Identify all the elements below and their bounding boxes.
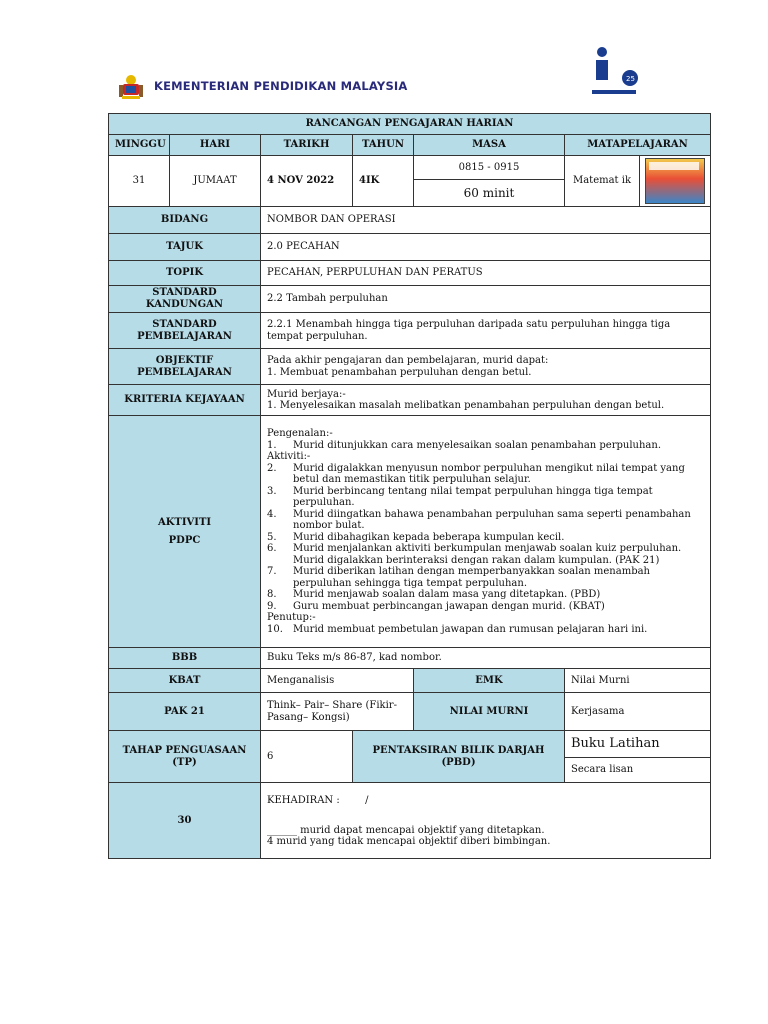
aktiviti-heading: Aktiviti:- xyxy=(267,451,311,462)
pak21-value: Think– Pair– Share (Fikir-Pasang– Kongsi) xyxy=(261,693,414,731)
obj-value: Pada akhir pengajaran dan pembelajaran, murid dapat: 1. Membuat penambahan perpuluhan dengan betul. xyxy=(261,349,711,385)
kbat-value: Menganalisis xyxy=(261,669,414,693)
pak21-label: PAK 21 xyxy=(109,693,261,731)
tajuk-label: TAJUK xyxy=(109,234,261,261)
masa-duration: 60 minit xyxy=(463,185,515,200)
masa-cell xyxy=(414,156,565,207)
list-item: 5. Murid dibahagikan kepada beberapa kumpulan kecil. xyxy=(267,531,565,543)
tajuk-value: 2.0 PECAHAN xyxy=(261,234,711,261)
pbd-cell xyxy=(565,731,711,783)
minggu-value: 31 xyxy=(109,156,170,207)
list-item: 10. Murid membuat pembetulan jawapan dan rumusan pelajaran hari ini. xyxy=(267,623,648,635)
list-item: 1. Murid ditunjukkan cara menyelesaikan soalan penambahan perpuluhan. xyxy=(267,439,662,451)
col-masa: MASA xyxy=(414,135,565,156)
emk-value: Nilai Murni xyxy=(565,669,711,693)
masa-time: 0815 - 0915 xyxy=(414,157,564,180)
topik-value: PECAHAN, PERPULUHAN DAN PERATUS xyxy=(261,261,711,286)
pbd-value-2: Secara lisan xyxy=(571,764,634,775)
bidang-value: NOMBOR DAN OPERASI xyxy=(261,207,711,234)
kbat-label: KBAT xyxy=(109,669,261,693)
bbb-label: BBB xyxy=(109,648,261,669)
col-hari: HARI xyxy=(170,135,261,156)
col-minggu: MINGGU xyxy=(109,135,170,156)
kk-label: KRITERIA KEJAYAAN xyxy=(109,385,261,416)
aktiviti-value xyxy=(261,416,711,648)
kk-value: Murid berjaya:- 1. Menyelesaikan masalah melibatkan penambahan perpuluhan dengan betul. xyxy=(261,385,711,416)
hari-value: JUMAAT xyxy=(170,156,261,207)
list-item: 4. Murid diingatkan bahawa penambahan perpuluhan sama seperti penambahan nombor bulat. xyxy=(267,508,691,531)
tp-label: TAHAP PENGUASAAN (TP) xyxy=(109,731,261,783)
count-label: 30 xyxy=(109,783,261,859)
aktiviti-label: AKTIVITI PDPC xyxy=(109,416,261,648)
nilai-label: NILAI MURNI xyxy=(414,693,565,731)
tahun-value: 4IK xyxy=(353,156,414,207)
tp-value: 6 xyxy=(261,731,353,783)
pbd-label: PENTAKSIRAN BILIK DARJAH (PBD) xyxy=(353,731,565,783)
list-item: 9. Guru membuat perbincangan jawapan dengan murid. (KBAT) xyxy=(267,600,605,612)
penutup-heading: Penutup:- xyxy=(267,612,316,623)
emk-label: EMK xyxy=(414,669,565,693)
ministry-name: KEMENTERIAN PENDIDIKAN MALAYSIA xyxy=(154,79,408,93)
list-item: 2. Murid digalakkan menyusun nombor perpuluhan mengikut nilai tempat yang betul dan memastikan titik perpuluhan selajur. xyxy=(267,462,685,485)
bidang-label: BIDANG xyxy=(109,207,261,234)
table-title: RANCANGAN PENGAJARAN HARIAN xyxy=(109,114,711,135)
col-tarikh: TARIKH xyxy=(261,135,353,156)
matapelajaran-value: Matemat ik xyxy=(565,156,640,207)
reflection-line-2: 4 murid yang tidak mencapai objektif diberi bimbingan. xyxy=(267,836,551,848)
list-item: 7. Murid diberikan latihan dengan memperbanyakkan soalan menambah perpuluhan sehingga tiga tempat perpuluhan. xyxy=(267,566,650,589)
nilai-value: Kerjasama xyxy=(565,693,711,731)
letterhead xyxy=(116,66,408,106)
col-matapelajaran: MATAPELAJARAN xyxy=(565,135,711,156)
list-item: 3. Murid berbincang tentang nilai tempat perpuluhan hingga tiga tempat perpuluhan. xyxy=(267,485,653,508)
bbb-value: Buku Teks m/s 86-87, kad nombor. xyxy=(261,648,711,669)
sk-label: STANDARD KANDUNGAN xyxy=(109,286,261,313)
col-tahun: TAHUN xyxy=(353,135,414,156)
pbd-value-1: Buku Latihan xyxy=(565,731,710,758)
svg-text:25: 25 xyxy=(626,75,635,83)
sk-value: 2.2 Tambah perpuluhan xyxy=(261,286,711,313)
topik-label: TOPIK xyxy=(109,261,261,286)
list-item: 6. Murid menjalankan aktiviti berkumpulan menjawab soalan kuiz perpuluhan. Murid digalakkan berinteraksi dengan rakan dalam kumpulan. (PAK 21) xyxy=(267,543,682,566)
sp-value: 2.2.1 Menambah hingga tiga perpuluhan daripada satu perpuluhan hingga tiga tempat perpuluhan. xyxy=(261,313,711,349)
list-item: 8. Murid menjawab soalan dalam masa yang ditetapkan. (PBD) xyxy=(267,589,601,600)
kehadiran: KEHADIRAN : / xyxy=(267,795,369,807)
reflection-value xyxy=(261,783,711,859)
malaysia-crest-icon xyxy=(116,71,146,101)
reflection-line-1: ______ murid dapat mencapai objektif yang ditetapkan. xyxy=(267,824,545,836)
lesson-plan-table xyxy=(108,113,711,859)
pengenalan-heading: Pengenalan:- xyxy=(267,428,333,439)
sp-label: STANDARD PEMBELAJARAN xyxy=(109,313,261,349)
subject-image xyxy=(640,156,711,207)
obj-label: OBJEKTIF PEMBELAJARAN xyxy=(109,349,261,385)
school-logo-icon xyxy=(588,44,640,100)
tarikh-value: 4 NOV 2022 xyxy=(261,156,353,207)
